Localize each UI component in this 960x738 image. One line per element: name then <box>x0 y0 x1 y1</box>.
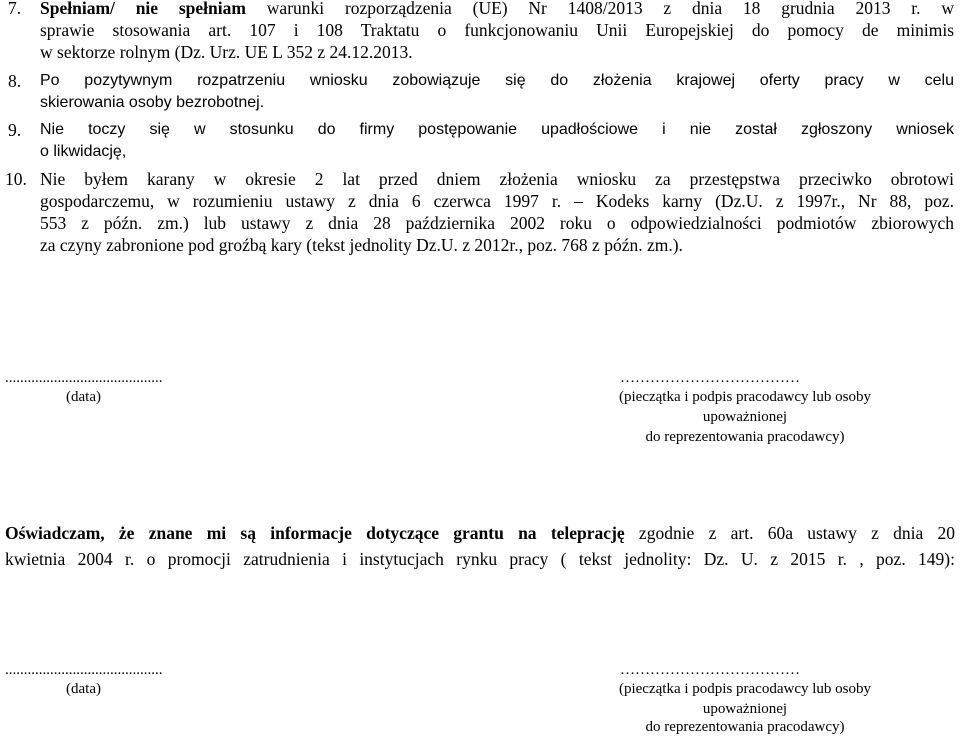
item-10-line-1: Nie byłem karany w okresie 2 lat przed dniem złożenia wniosku za przestępstwa przeciwko obrotowi <box>40 169 954 189</box>
item-8-line-2: skierowania osoby bezrobotnej. <box>40 94 265 111</box>
list-item-10 <box>5 168 954 256</box>
signature-label-line-1: (pieczątka i podpis pracodawcy lub osoby <box>618 681 871 697</box>
item-9-line-1: Nie toczy się w stosunku do firmy postępowanie upadłościowe i nie został zgłoszony wniosek <box>40 121 954 138</box>
item-10-line-4: za czyny zabronione pod groźbą kary (tekst jednolity Dz.U. z 2012r., poz. 768 z późn. zm.). <box>40 235 683 255</box>
item-7-line-1 <box>40 0 954 19</box>
item-number: 10. <box>5 169 27 189</box>
statement-line-2: kwietnia 2004 r. o promocji zatrudnienia i instytucjach rynku pracy ( tekst jednolity: Dz. U. z 2015 r. , poz. 149): <box>5 549 955 569</box>
signature-label-line-3: do reprezentowania pracodawcy) <box>645 719 845 735</box>
signature-label-line-1: (pieczątka i podpis pracodawcy lub osoby <box>618 389 871 405</box>
item-number: 8. <box>8 71 22 91</box>
item-7-line-2: sprawie stosowania art. 107 i 108 Traktatu o funkcjonowaniu Unii Europejskiej do pomocy de minimis <box>40 20 954 40</box>
signature-block-2 <box>0 660 960 738</box>
list-item-8 <box>8 70 954 114</box>
item-7-line-1-text: warunki rozporządzenia (UE) Nr 1408/2013 z dnia 18 grudnia 2013 r. w <box>245 0 954 18</box>
signature-dots: ……………………………… <box>620 370 800 386</box>
item-8-line-1: Po pozytywnym rozpatrzeniu wniosku zobowiązuje się do złożenia krajowej oferty pracy w celu <box>40 72 954 89</box>
statement-bold-1: Oświadczam, że znane mi są informacje dotyczące grantu na <box>5 523 537 543</box>
statement-paragraph <box>5 520 955 572</box>
signature-dots: ……………………………… <box>620 662 800 678</box>
date-dots: .......................................... <box>5 662 163 678</box>
date-label: (data) <box>66 681 101 697</box>
item-number: 9. <box>8 120 22 140</box>
statement-bold-2: teleprację <box>550 523 625 543</box>
item-7-line-3: w sektorze rolnym (Dz. Urz. UE L 352 z 24.12.2013. <box>40 42 413 62</box>
signature-label-line-2: upoważnionej <box>702 701 788 717</box>
item-10-line-2: gospodarczemu, w rozumieniu ustawy z dnia 6 czerwca 1997 r. – Kodeks karny (Dz.U. z 1997r., Nr 88, poz. <box>40 191 954 211</box>
item-9-line-2: o likwidację, <box>40 143 127 160</box>
item-10-line-3: 553 z późn. zm.) lub ustawy z dnia 28 października 2002 roku o odpowiedzialności podmiotów zbiorowych <box>40 213 954 233</box>
signature-block-1 <box>0 368 960 448</box>
item-number: 7. <box>8 0 22 18</box>
signature-label-line-3: do reprezentowania pracodawcy) <box>645 429 845 445</box>
list-item-9 <box>8 119 954 163</box>
statement-line-1 <box>5 520 955 546</box>
date-label: (data) <box>66 389 101 405</box>
date-dots: .......................................... <box>5 370 163 386</box>
signature-label-line-2: upoważnionej <box>702 409 788 425</box>
statement-line-1-rest: zgodnie z art. 60a ustawy z dnia 20 <box>624 523 955 543</box>
item-7-bold: Spełniam/ nie spełniam <box>40 0 246 18</box>
list-item-7 <box>8 0 954 63</box>
